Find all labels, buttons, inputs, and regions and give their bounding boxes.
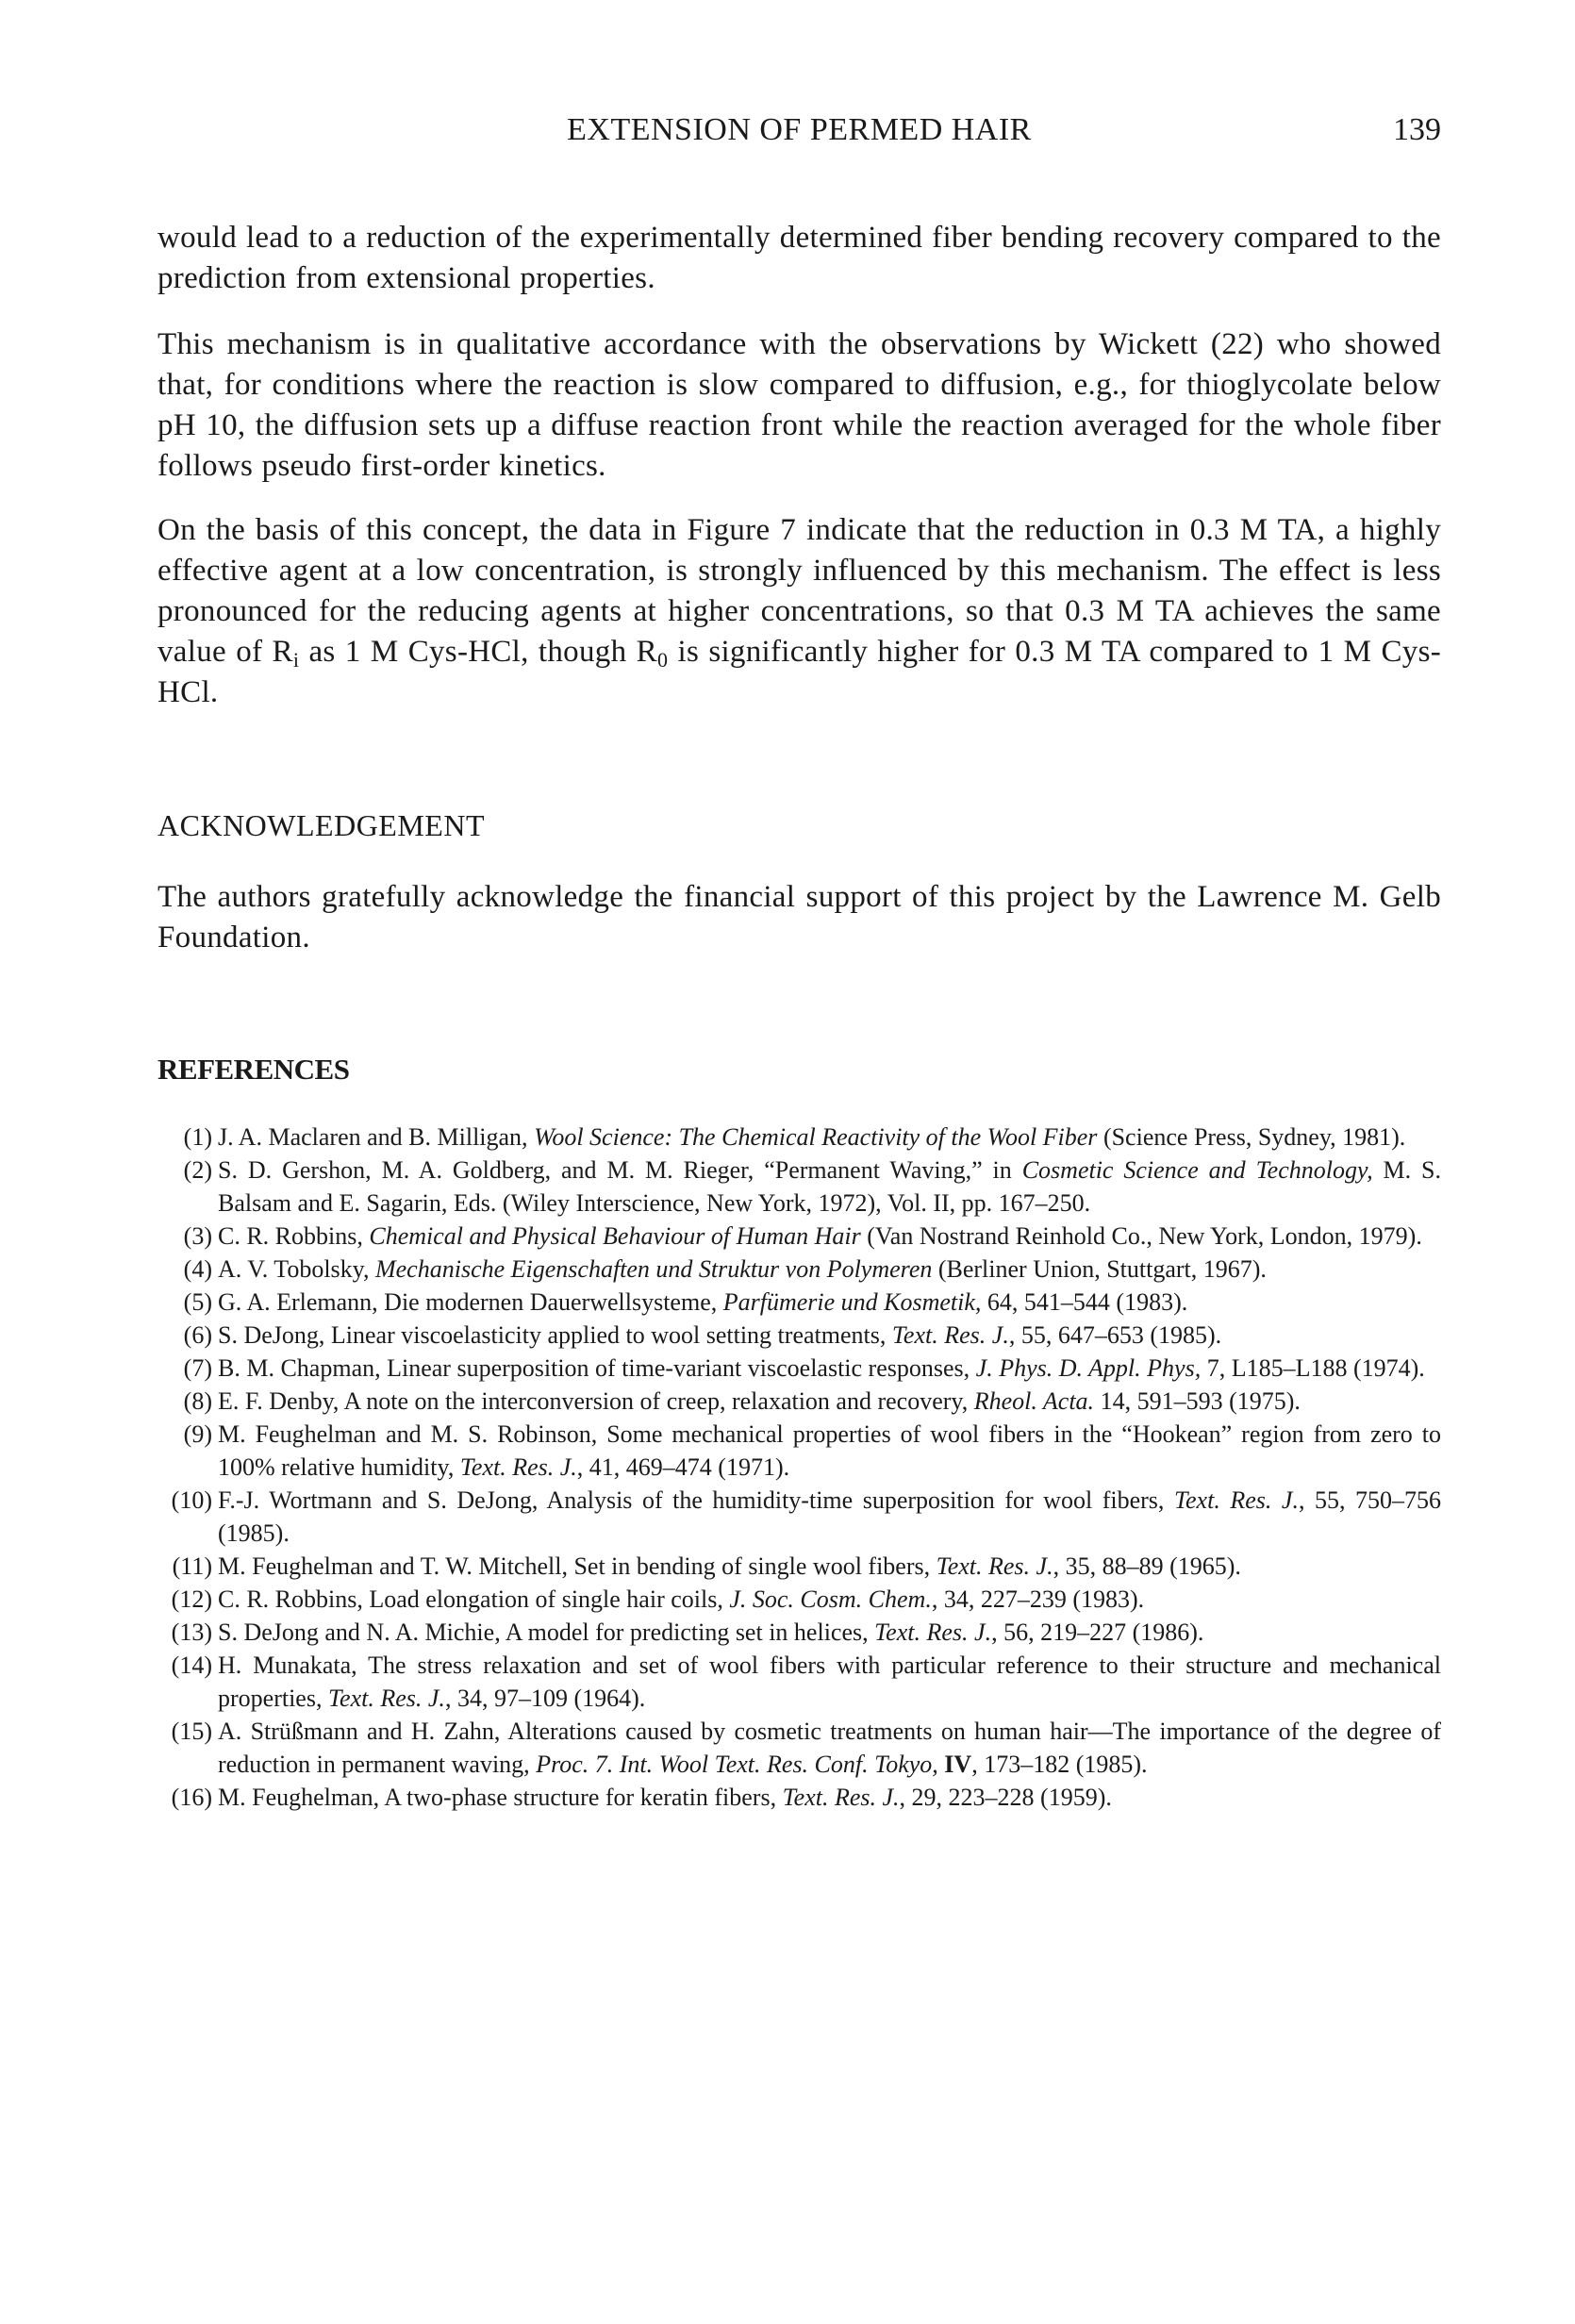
text-run: , 34, 97–109 (1964).	[444, 1685, 646, 1712]
reference-number: (9)	[183, 1420, 212, 1448]
italic-text: Text. Res. J.	[459, 1453, 577, 1481]
text-run: The authors gratefully acknowledge the financial support of this project by the Lawrence M. Gelb Foundation.	[158, 880, 1441, 954]
text-run: 64, 541–544 (1983).	[981, 1288, 1188, 1316]
reference-number: (8)	[183, 1387, 212, 1415]
reference-item	[141, 1484, 1441, 1550]
acknowledgement-text	[158, 877, 1441, 958]
reference-number: (2)	[183, 1156, 212, 1184]
reference-item	[141, 1286, 1441, 1319]
reference-number: (13)	[171, 1618, 212, 1646]
italic-text: Text. Res. J.	[327, 1685, 445, 1712]
reference-item	[141, 1781, 1441, 1814]
italic-text: Text. Res. J.	[936, 1552, 1053, 1580]
text-run: (Van Nostrand Reinhold Co., New York, London, 1979).	[860, 1222, 1422, 1250]
text-run: would lead to a reduction of the experimentally determined fiber bending recovery compared to the prediction from extensional properties.	[158, 221, 1441, 295]
reference-number: (14)	[171, 1652, 212, 1679]
reference-number: (15)	[171, 1718, 212, 1745]
reference-item	[141, 1120, 1441, 1154]
body-paragraph	[158, 510, 1441, 713]
reference-number: (11)	[172, 1552, 212, 1580]
reference-item	[141, 1583, 1441, 1616]
text-run: C. R. Robbins, Load elongation of single hair coils,	[218, 1585, 730, 1613]
subscript: 0	[656, 648, 669, 672]
reference-number: (1)	[183, 1123, 212, 1151]
acknowledgement-heading: ACKNOWLEDGEMENT	[158, 808, 485, 842]
italic-text: Text. Res. J.	[874, 1618, 992, 1646]
text-run: This mechanism is in qualitative accordance with the observations by Wickett (22) who showed that, for conditions where the reaction is slow compared to diffusion, e.g., for thioglycolate below pH 10, the diffusion sets up a diffuse reaction front while the reaction averaged for the whole fiber follows pseudo first-order kinetics.	[158, 327, 1441, 483]
bold-text: IV	[944, 1751, 972, 1778]
text-run: J. A. Maclaren and B. Milligan,	[218, 1123, 535, 1151]
text-run: (Science Press, Sydney, 1981).	[1097, 1123, 1406, 1151]
italic-text: Wool Science: The Chemical Reactivity of the Wool Fiber	[534, 1123, 1098, 1151]
italic-text: Parfümerie und Kosmetik,	[722, 1288, 982, 1316]
text-run: M. Feughelman and M. S. Robinson, Some mechanical properties of wool fibers in the “Hookean” region from zero to 100% relative humidity,	[218, 1420, 1441, 1481]
italic-text: Chemical and Physical Behaviour of Human Hair	[369, 1222, 861, 1250]
text-run: On the basis of this concept, the data in Figure 7 indicate that the reduction in 0.3 M TA, a highly effective agent at a low concentration, is strongly influenced by this mechanism. The effect is less pronounced for the reducing agents at higher concentrations, so that 0.3 M TA achieves the same value of R	[158, 513, 1441, 669]
text-run: is significantly higher for 0.3 M TA compared to 1 M Cys-HCl.	[158, 635, 1442, 709]
reference-item	[141, 1550, 1441, 1583]
text-run: F.-J. Wortmann and S. DeJong, Analysis of the humidity-time superposition for wool fibers,	[218, 1486, 1174, 1514]
references-heading: REFERENCES	[158, 1053, 350, 1086]
text-run: B. M. Chapman, Linear superposition of time-variant viscoelastic responses,	[218, 1354, 976, 1382]
text-run: A. Strüßmann and H. Zahn, Alterations caused by cosmetic treatments on human hair—The importance of the degree of reduction in permanent waving,	[218, 1718, 1441, 1778]
text-run: M. S. Balsam and E. Sagarin, Eds. (Wiley Interscience, New York, 1972), Vol. II, pp. 167–250.	[218, 1156, 1441, 1217]
text-run: (Berliner Union, Stuttgart, 1967).	[932, 1255, 1267, 1283]
text-run: 14, 591–593 (1975).	[1094, 1387, 1301, 1415]
reference-list	[141, 1120, 1441, 1814]
text-run: , 55, 647–653 (1985).	[1008, 1321, 1222, 1349]
italic-text: Cosmetic Science and Technology,	[1021, 1156, 1373, 1184]
italic-text: Text. Res. J.	[1173, 1486, 1299, 1514]
reference-number: (6)	[183, 1321, 212, 1349]
italic-text: Text. Res. J.	[891, 1321, 1009, 1349]
reference-item	[141, 1385, 1441, 1418]
reference-item	[141, 1154, 1441, 1220]
text-run: as 1 M Cys-HCl, though R	[299, 635, 657, 669]
text-run: E. F. Denby, A note on the interconversion of creep, relaxation and recovery,	[218, 1387, 974, 1415]
text-run: S. DeJong, Linear viscoelasticity applied to wool setting treatments,	[218, 1321, 892, 1349]
page-number: 139	[1393, 112, 1441, 147]
text-run: G. A. Erlemann, Die modernen Dauerwellsysteme,	[218, 1288, 723, 1316]
reference-number: (16)	[171, 1784, 212, 1811]
reference-number: (4)	[183, 1255, 212, 1283]
text-run: S. D. Gershon, M. A. Goldberg, and M. M. Rieger, “Permanent Waving,” in	[218, 1156, 1022, 1184]
italic-text: Proc. 7. Int. Wool Text. Res. Conf. Tokyo,	[536, 1751, 938, 1778]
italic-text: J. Phys. D. Appl. Phys,	[975, 1354, 1202, 1382]
text-run: , 41, 469–474 (1971).	[576, 1453, 790, 1481]
reference-number: (5)	[183, 1288, 212, 1316]
reference-item	[141, 1649, 1441, 1715]
text-run: , 55, 750–756 (1985).	[218, 1486, 1442, 1547]
text-run: S. DeJong and N. A. Michie, A model for predicting set in helices,	[218, 1618, 875, 1646]
italic-text: J. Soc. Cosm. Chem.	[729, 1585, 932, 1613]
text-run: , 56, 219–227 (1986).	[991, 1618, 1204, 1646]
text-run: , 29, 223–228 (1959).	[899, 1784, 1112, 1811]
subscript: i	[292, 648, 300, 672]
text-run: C. R. Robbins,	[218, 1222, 370, 1250]
reference-item	[141, 1616, 1441, 1649]
reference-number: (12)	[171, 1585, 212, 1613]
body-paragraph	[158, 324, 1441, 487]
reference-item	[141, 1418, 1441, 1484]
reference-item	[141, 1220, 1441, 1253]
text-run: M. Feughelman and T. W. Mitchell, Set in bending of single wool fibers,	[218, 1552, 937, 1580]
running-header	[158, 109, 1441, 151]
running-title: EXTENSION OF PERMED HAIR	[567, 112, 1032, 147]
text-run: , 35, 88–89 (1965).	[1053, 1552, 1241, 1580]
text-run: , 34, 227–239 (1983).	[931, 1585, 1145, 1613]
text-run: H. Munakata, The stress relaxation and set of wool fibers with particular reference to their structure and mechanical properties,	[218, 1652, 1441, 1712]
text-run: A. V. Tobolsky,	[218, 1255, 375, 1283]
italic-text: Text. Res. J.	[782, 1784, 900, 1811]
italic-text: Mechanische Eigenschaften und Struktur von Polymeren	[374, 1255, 933, 1283]
reference-number: (3)	[183, 1222, 212, 1250]
body-paragraph	[158, 218, 1441, 299]
text-run: , 173–182 (1985).	[971, 1751, 1148, 1778]
reference-number: (10)	[171, 1486, 212, 1514]
italic-text: Rheol. Acta.	[973, 1387, 1095, 1415]
reference-item	[141, 1352, 1441, 1385]
text-run: 7, L185–L188 (1974).	[1201, 1354, 1425, 1382]
reference-number: (7)	[183, 1354, 212, 1382]
reference-item	[141, 1715, 1441, 1781]
reference-item	[141, 1253, 1441, 1286]
text-run: M. Feughelman, A two-phase structure for keratin fibers,	[218, 1784, 783, 1811]
reference-item	[141, 1319, 1441, 1352]
